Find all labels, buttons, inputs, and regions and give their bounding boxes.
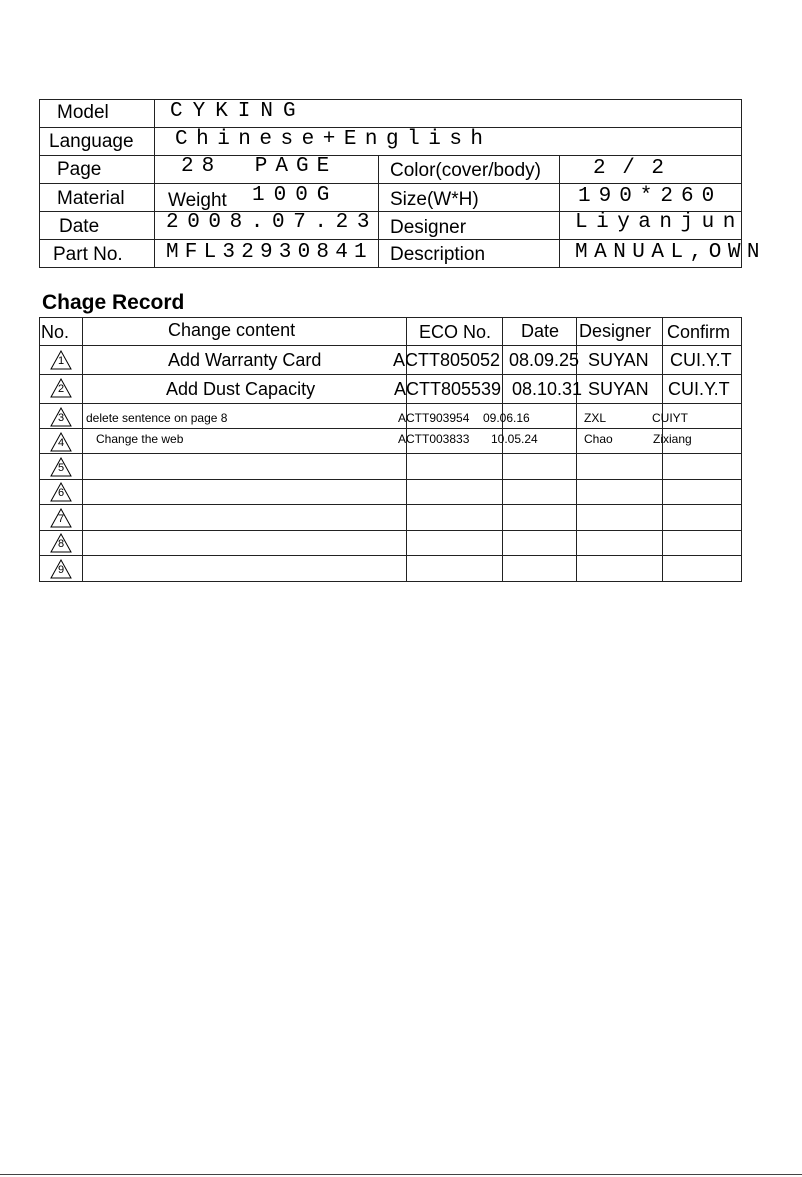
header-no: No. [41,322,70,342]
weight-label: Weight [168,190,227,211]
row-content: delete sentence on page 8 [86,411,228,425]
row-designer: ZXL [584,411,607,425]
row-date: 08.09.25 [509,350,580,370]
row-date: 08.10.31 [512,379,583,399]
row-eco: ACTT805052 [393,350,501,370]
size-label: Size(W*H) [390,189,479,210]
partno-value: MFL32930841 [166,241,373,264]
row-confirm: CUIYT [652,411,688,425]
revision-marker-icon: 9 [50,559,72,579]
model-label: Model [57,102,109,123]
row-eco: ACTT003833 [398,432,470,446]
revision-marker-icon: 6 [50,482,72,502]
header-confirm: Confirm [667,322,731,342]
row-confirm: Zixiang [653,432,692,446]
description-value: MANUAL,OWN [575,241,767,264]
header-designer: Designer [579,321,652,341]
date-label: Date [59,216,100,237]
row-designer: Chao [584,432,613,446]
designer-label: Designer [390,217,467,238]
row-content: Add Dust Capacity [166,379,316,399]
revision-marker-icon: 7 [50,508,72,528]
row-confirm: CUI.Y.T [670,350,732,370]
material-label: Material [57,188,125,209]
row-date: 09.06.16 [483,411,530,425]
color-label: Color(cover/body) [390,160,541,181]
revision-marker-icon: 5 [50,457,72,477]
color-value: 2 / 2 [593,157,665,180]
change-record-title: Chage Record [42,291,185,314]
description-label: Description [390,244,486,265]
model-value: CYKING [170,100,306,123]
revision-marker-icon: 3 [50,407,72,427]
revision-marker-icon: 8 [50,533,72,553]
language-label: Language [49,131,134,152]
designer-value: Liyanjun [575,211,744,234]
header-date: Date [521,321,560,341]
row-confirm: CUI.Y.T [668,379,730,399]
revision-marker-icon: 1 [50,350,72,370]
date-value: 2008.07.23 [166,211,379,234]
partno-label: Part No. [53,244,123,265]
header-content: Change content [168,320,296,340]
header-eco: ECO No. [419,322,492,342]
row-eco: ACTT903954 [398,411,470,425]
row-eco: ACTT805539 [394,379,502,399]
size-value: 190*260 [578,185,723,208]
row-date: 10.05.24 [491,432,538,446]
row-designer: SUYAN [588,379,649,399]
page-label: Page [57,159,102,180]
page-bottom-rule [0,1174,802,1175]
row-content: Add Warranty Card [168,350,322,370]
revision-marker-icon: 2 [50,378,72,398]
page-value: 28 PAGE [181,155,338,178]
language-value: Chinese+English [175,128,492,151]
row-content: Change the web [96,432,184,446]
revision-marker-icon: 4 [50,432,72,452]
weight-value: 100G [252,184,339,207]
row-designer: SUYAN [588,350,649,370]
